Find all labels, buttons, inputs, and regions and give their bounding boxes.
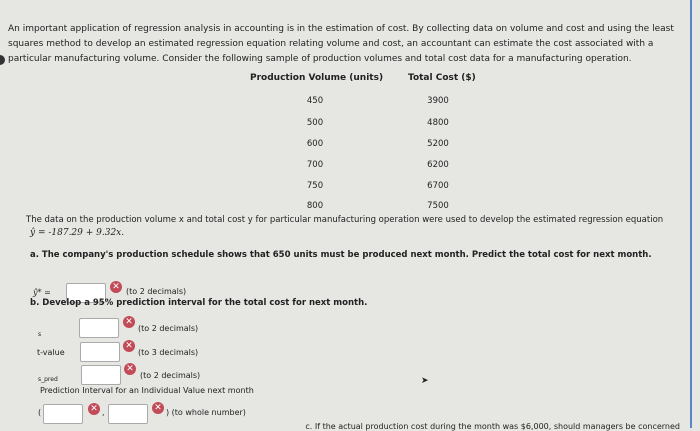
regression-equation: ŷ = -187.29 + 9.32x.: [30, 228, 125, 238]
intro-text: An important application of regression analysis in accounting is in the estimation of cost. By collecting data on volume and cost and using the least squares method to develop an estimated regression equation relating volume and cost, an accountant can estimate the cost associated with a particular manufacturing volume. Consider the following sample of production volumes and total cost data for a manufacturing operation.: [8, 24, 674, 64]
t-value-label: t-value: [37, 348, 65, 357]
interval-upper-input[interactable]: [108, 404, 148, 424]
error-icon: ✕: [123, 316, 135, 328]
error-icon: ✕: [124, 363, 136, 375]
volume-cell: 600: [306, 139, 324, 149]
header-volume: Production Volume (units): [250, 73, 384, 83]
t-value-note: (to 3 decimals): [138, 348, 199, 357]
cost-cell: 6700: [427, 181, 449, 191]
header-cost: Total Cost ($): [408, 73, 476, 83]
yhat-label: ŷ* =: [33, 288, 51, 297]
part-b-text: b. Develop a 95% prediction interval for the total cost for next month.: [30, 298, 368, 308]
left-marker: [0, 55, 5, 65]
mouse-cursor-icon: ➤: [421, 376, 429, 386]
error-icon: ✕: [88, 403, 100, 415]
volume-cell: 800: [306, 201, 324, 211]
interval-note: ) (to whole number): [166, 408, 246, 417]
part-c-text-cut: c. If the actual production cost during the month was $6,000, should managers be concerned: [305, 422, 680, 431]
s-pred-label: s_pred: [38, 376, 58, 383]
volume-cell: 500: [306, 118, 324, 128]
error-icon: ✕: [110, 281, 122, 293]
interval-open: (: [38, 408, 42, 417]
data-text: The data on the production volume x and total cost y for particular manufacturing operation were used to develop the estimated regression equation: [26, 215, 664, 225]
volume-cell: 700: [306, 160, 324, 170]
s-input[interactable]: [79, 318, 119, 338]
part-a-text: a. The company's production schedule shows that 650 units must be produced next month. Predict the total cost for next month.: [30, 250, 652, 260]
s-pred-note: (to 2 decimals): [140, 371, 201, 380]
error-icon: ✕: [123, 340, 135, 352]
interval-comma: ,: [102, 408, 105, 417]
s-pred-input[interactable]: [81, 365, 121, 385]
cost-cell: 3900: [427, 96, 449, 106]
cost-cell: 6200: [427, 160, 449, 170]
s-note: (to 2 decimals): [138, 324, 199, 333]
cost-cell: 4800: [427, 118, 449, 128]
interval-lower-input[interactable]: [43, 404, 83, 424]
cost-cell: 7500: [427, 201, 449, 211]
t-value-input[interactable]: [80, 342, 120, 362]
interval-label: Prediction Interval for an Individual Value next month: [40, 386, 254, 395]
volume-cell: 750: [306, 181, 324, 191]
yhat-note: (to 2 decimals): [126, 287, 187, 296]
error-icon: ✕: [152, 402, 164, 414]
s-label: s: [38, 331, 42, 338]
volume-cell: 450: [306, 96, 324, 106]
cost-cell: 5200: [427, 139, 449, 149]
